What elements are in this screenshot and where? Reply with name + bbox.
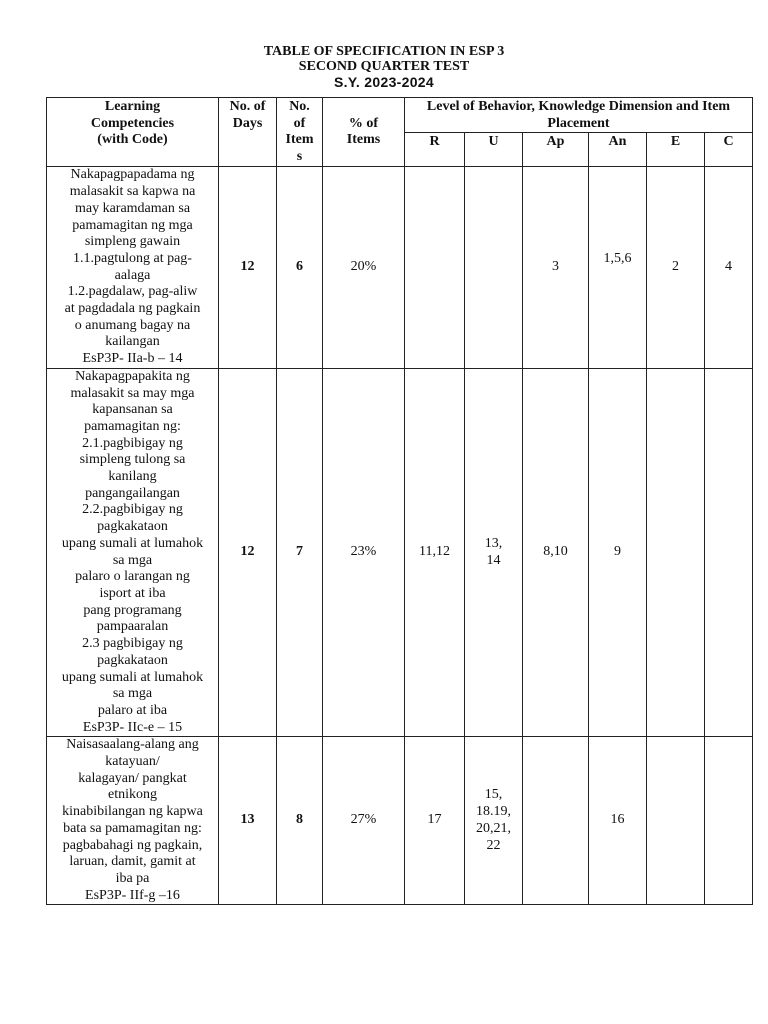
cell-line: 8,10 bbox=[543, 544, 568, 560]
cell-line: 3 bbox=[552, 259, 559, 275]
table-row bbox=[47, 368, 753, 736]
cell-line: o anumang bagay na bbox=[74, 317, 191, 333]
cell-line: pamamagitan ng mga bbox=[72, 217, 193, 233]
cell-line: aalaga bbox=[114, 267, 151, 283]
cell-line: 11,12 bbox=[419, 544, 450, 560]
cell-line: kalagayan/ pangkat bbox=[78, 770, 187, 786]
cell-line: EsP3P- IIc-e – 15 bbox=[82, 719, 183, 735]
table-row bbox=[47, 737, 753, 905]
cell-line: No. bbox=[289, 99, 310, 114]
cell-line: Naisasaalang-alang ang bbox=[66, 737, 199, 753]
cell-line: 17 bbox=[427, 812, 442, 828]
header-percent-of-items bbox=[323, 98, 405, 167]
cell-line: Items bbox=[346, 132, 381, 148]
c-cell bbox=[705, 737, 753, 905]
cell-line: 22 bbox=[486, 837, 501, 853]
cell-line: laruan, damit, gamit at bbox=[69, 854, 196, 870]
items-cell: 8 bbox=[277, 737, 323, 905]
e-cell bbox=[647, 167, 705, 368]
an-cell bbox=[589, 167, 647, 368]
header-no-of-days bbox=[219, 98, 277, 167]
cell-line: isport at iba bbox=[99, 585, 166, 601]
an-cell bbox=[589, 368, 647, 736]
cell-line: 1.2.pagdalaw, pag-aliw bbox=[67, 284, 198, 300]
u-cell bbox=[465, 737, 523, 905]
cell-line: kapansanan sa bbox=[92, 402, 173, 418]
table-row bbox=[47, 167, 753, 368]
ap-cell bbox=[523, 167, 589, 368]
items-cell: 6 bbox=[277, 167, 323, 368]
cell-line: 16 bbox=[610, 812, 625, 828]
cell-line: Nakapagpapakita ng bbox=[75, 368, 190, 384]
cell-line: etnikong bbox=[108, 787, 157, 803]
cell-line: 18.19, bbox=[476, 804, 511, 820]
percent-cell: 23% bbox=[323, 368, 405, 736]
cell-line: pampaaralan bbox=[96, 619, 169, 635]
header-level-c: C bbox=[705, 133, 753, 167]
cell-line: katayuan/ bbox=[105, 754, 160, 770]
header-level-of-behavior bbox=[405, 98, 753, 133]
cell-line: may karamdaman sa bbox=[74, 200, 191, 216]
cell-line: kailangan bbox=[105, 334, 160, 350]
u-cell bbox=[465, 167, 523, 368]
cell-line: pangangailangan bbox=[85, 485, 180, 501]
days-cell: 12 bbox=[219, 167, 277, 368]
days-cell: 13 bbox=[219, 737, 277, 905]
cell-line: Placement bbox=[547, 115, 610, 131]
cell-line: upang sumali at lumahok bbox=[61, 669, 204, 685]
cell-line: pagkakataon bbox=[97, 652, 168, 668]
cell-line: Level of Behavior, Knowledge Dimension and Item bbox=[426, 99, 731, 114]
cell-line: Nakapagpapadama ng bbox=[70, 167, 195, 183]
document-header bbox=[0, 44, 768, 90]
cell-line: iba pa bbox=[115, 870, 150, 886]
cell-line: Learning bbox=[104, 99, 161, 114]
cell-line: simpleng tulong sa bbox=[79, 452, 186, 468]
cell-line: 9 bbox=[614, 544, 621, 560]
cell-line: 1.1.pagtulong at pag- bbox=[73, 250, 192, 266]
header-level-u: U bbox=[465, 133, 523, 167]
cell-line: pagbabahagi ng pagkain, bbox=[62, 837, 203, 853]
cell-line: (with Code) bbox=[97, 132, 168, 148]
cell-line: palaro o larangan ng bbox=[75, 569, 190, 585]
cell-line: 2.2.pagbibigay ng bbox=[82, 502, 183, 518]
c-cell bbox=[705, 167, 753, 368]
cell-line: bata sa pamamagitan ng: bbox=[63, 820, 202, 836]
cell-line: Item bbox=[285, 132, 314, 148]
cell-line: palaro at iba bbox=[97, 702, 168, 718]
days-cell: 12 bbox=[219, 368, 277, 736]
cell-line: malasakit sa may mga bbox=[70, 385, 195, 401]
ap-cell bbox=[523, 737, 589, 905]
header-level-an: An bbox=[589, 133, 647, 167]
cell-line: sa mga bbox=[112, 552, 153, 568]
r-cell bbox=[405, 167, 465, 368]
cell-line: Competencies bbox=[90, 115, 175, 131]
cell-line: 2.1.pagbibigay ng bbox=[82, 435, 183, 451]
cell-line: 2 bbox=[672, 259, 679, 275]
cell-line: pamamagitan ng: bbox=[84, 418, 181, 434]
cell-line: kinabibilangan ng kapwa bbox=[62, 804, 203, 820]
cell-line: s bbox=[296, 149, 303, 165]
e-cell bbox=[647, 737, 705, 905]
cell-line: kanilang bbox=[108, 469, 157, 485]
cell-line: 2.3 pagbibigay ng bbox=[82, 636, 183, 652]
items-cell: 7 bbox=[277, 368, 323, 736]
cell-line: at pagdadala ng pagkain bbox=[64, 301, 201, 317]
an-cell bbox=[589, 737, 647, 905]
competency-cell bbox=[47, 737, 219, 905]
ap-cell bbox=[523, 368, 589, 736]
header-no-of-items bbox=[277, 98, 323, 167]
cell-line: % of bbox=[348, 115, 379, 131]
competency-cell bbox=[47, 368, 219, 736]
cell-line: pagkakataon bbox=[97, 519, 168, 535]
cell-line: EsP3P- IIf-g –16 bbox=[85, 887, 180, 903]
percent-cell: 20% bbox=[323, 167, 405, 368]
cell-line bbox=[589, 268, 646, 285]
header-level-e: E bbox=[647, 133, 705, 167]
cell-line: malasakit sa kapwa na bbox=[69, 184, 196, 200]
table-of-specification bbox=[46, 97, 753, 905]
document-title: TABLE OF SPECIFICATION IN ESP 3 bbox=[263, 44, 505, 59]
cell-line: 13, bbox=[484, 535, 503, 551]
r-cell bbox=[405, 368, 465, 736]
c-cell bbox=[705, 368, 753, 736]
header-level-ap: Ap bbox=[523, 133, 589, 167]
cell-line: Days bbox=[232, 115, 263, 131]
cell-line: 14 bbox=[486, 552, 501, 568]
percent-cell: 27% bbox=[323, 737, 405, 905]
school-year: S.Y. 2023-2024 bbox=[334, 74, 434, 90]
cell-line: of bbox=[293, 115, 306, 131]
r-cell bbox=[405, 737, 465, 905]
cell-line: sa mga bbox=[112, 686, 153, 702]
cell-line: 15, bbox=[484, 787, 503, 803]
u-cell bbox=[465, 368, 523, 736]
cell-line: simpleng gawain bbox=[84, 234, 181, 250]
header-competencies bbox=[47, 98, 219, 167]
cell-line: No. of bbox=[229, 99, 266, 114]
cell-line: upang sumali at lumahok bbox=[61, 535, 204, 551]
cell-line: 20,21, bbox=[476, 820, 511, 836]
cell-line: 4 bbox=[725, 259, 732, 275]
e-cell bbox=[647, 368, 705, 736]
cell-line: pang programang bbox=[83, 602, 182, 618]
cell-line: EsP3P- IIa-b – 14 bbox=[82, 351, 183, 367]
document-subtitle: SECOND QUARTER TEST bbox=[298, 59, 470, 74]
competency-cell bbox=[47, 167, 219, 368]
cell-line: 1,5,6 bbox=[603, 250, 632, 266]
header-level-r: R bbox=[405, 133, 465, 167]
